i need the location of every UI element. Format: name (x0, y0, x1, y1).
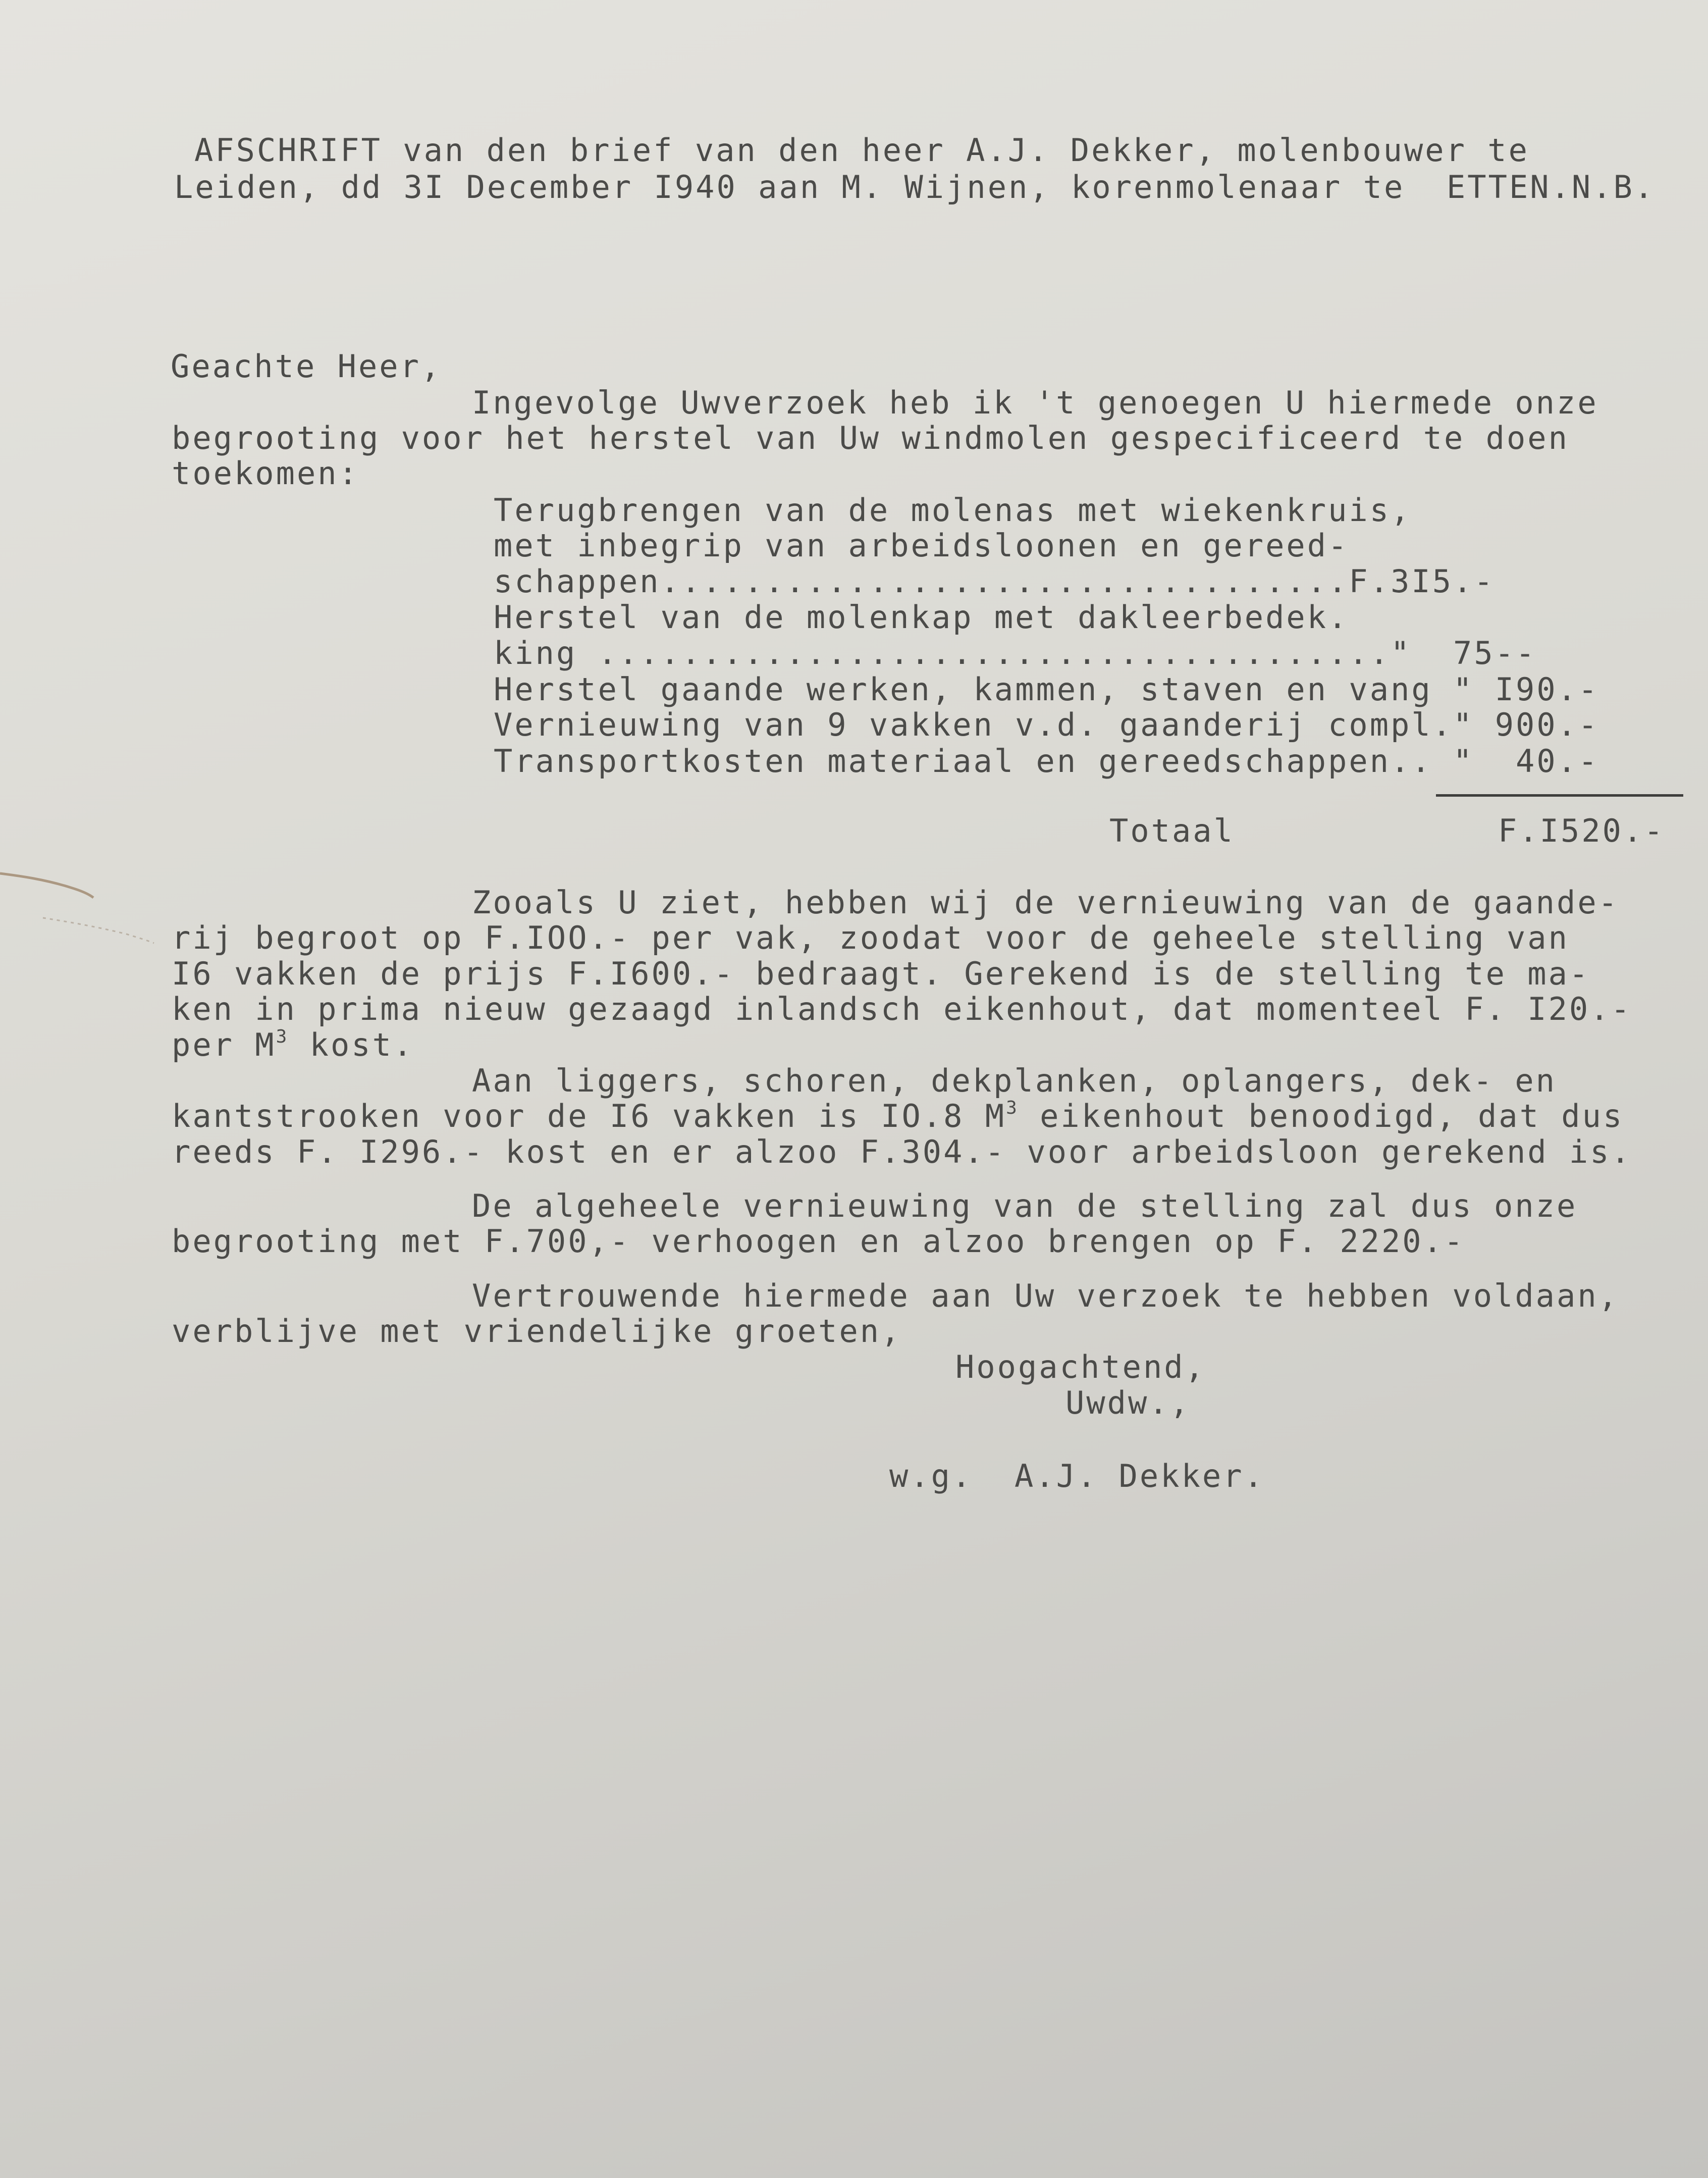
header-line-2: Leiden, dd 3I December I940 aan M. Wijnen, korenmolenaar te ETTEN.N.B. (174, 169, 1656, 205)
closing-uwdw: Uwdw., (1065, 1384, 1191, 1421)
estimate-item-4: Vernieuwing van 9 vakken v.d. gaanderij compl." 900.- (494, 706, 1599, 743)
paragraph1-line-3: I6 vakken de prijs F.I600.- bedraagt. Gerekend is de stelling te ma- (172, 955, 1590, 992)
paragraph1-line-5-text-end: kost. (289, 1026, 414, 1063)
closing-hoogachtend: Hoogachtend, (955, 1349, 1206, 1385)
paragraph1-line-2: rij begroot op F.IOO.- per vak, zoodat voor de geheele stelling van (172, 919, 1569, 956)
paragraph2-line-2 (172, 1098, 1624, 1134)
paragraph3-line-1: De algeheele vernieuwing van de stelling zal dus onze (472, 1187, 1578, 1224)
estimate-item-1-line-1: Terugbrengen van de molenas met wiekenkruis, (494, 492, 1412, 529)
estimate-item-1-line-3: schappen.................................F.3I5.- (494, 563, 1495, 600)
estimate-item-2-line-2: king ......................................" 75-- (494, 635, 1537, 671)
estimate-item-5: Transportkosten materiaal en gereedschappen.. " 40.- (494, 743, 1599, 780)
intro-line-3: toekomen: (172, 455, 359, 492)
estimate-item-1-line-2: met inbegrip van arbeidsloonen en gereed- (494, 527, 1349, 564)
intro-line-1: Ingevolge Uwverzoek heb ik 't genoegen U hiermede onze (472, 384, 1598, 421)
header-line-1: AFSCHRIFT van den brief van den heer A.J. Dekker, molenbouwer te (194, 132, 1529, 169)
paragraph1-line-4: ken in prima nieuw gezaagd inlandsch eikenhout, dat momenteel F. I20.- (172, 991, 1632, 1027)
paragraph2-line-3: reeds F. I296.- kost en er alzoo F.304.- voor arbeidsloon gerekend is. (172, 1133, 1632, 1170)
paragraph2-line-2-text: kantstrooken voor de I6 vakken is IO.8 M (172, 1098, 1006, 1134)
closing-line-1: Vertrouwende hiermede aan Uw verzoek te hebben voldaan, (472, 1277, 1619, 1314)
intro-line-2: begrooting voor het herstel van Uw windmolen gespecificeerd te doen (172, 420, 1569, 456)
total-label: Totaal (1109, 812, 1235, 849)
signature: w.g. A.J. Dekker. (889, 1458, 1265, 1494)
paragraph1-line-1: Zooals U ziet, hebben wij de vernieuwing van de gaande- (472, 884, 1619, 921)
paragraph2-line-2-text-end: eikenhout benoodigd, dat dus (1019, 1098, 1624, 1134)
paragraph2-line-1: Aan liggers, schoren, dekplanken, oplangers, dek- en (472, 1062, 1557, 1099)
paragraph1-line-5 (172, 1027, 414, 1063)
paper-stain (0, 858, 167, 969)
cubic-superscript: 3 (276, 1026, 289, 1047)
cubic-superscript: 3 (1006, 1098, 1019, 1118)
total-rule (1436, 794, 1683, 797)
total-value: F.I520.- (1498, 812, 1665, 849)
paragraph1-line-5-text: per M (172, 1026, 276, 1063)
estimate-item-3: Herstel gaande werken, kammen, staven en vang " I90.- (494, 671, 1599, 708)
estimate-item-2-line-1: Herstel van de molenkap met dakleerbedek. (494, 599, 1349, 636)
paragraph3-line-2: begrooting met F.700,- verhoogen en alzoo brengen op F. 2220.- (172, 1223, 1465, 1260)
salutation: Geachte Heer, (171, 348, 442, 385)
closing-line-2: verblijve met vriendelijke groeten, (172, 1313, 902, 1350)
